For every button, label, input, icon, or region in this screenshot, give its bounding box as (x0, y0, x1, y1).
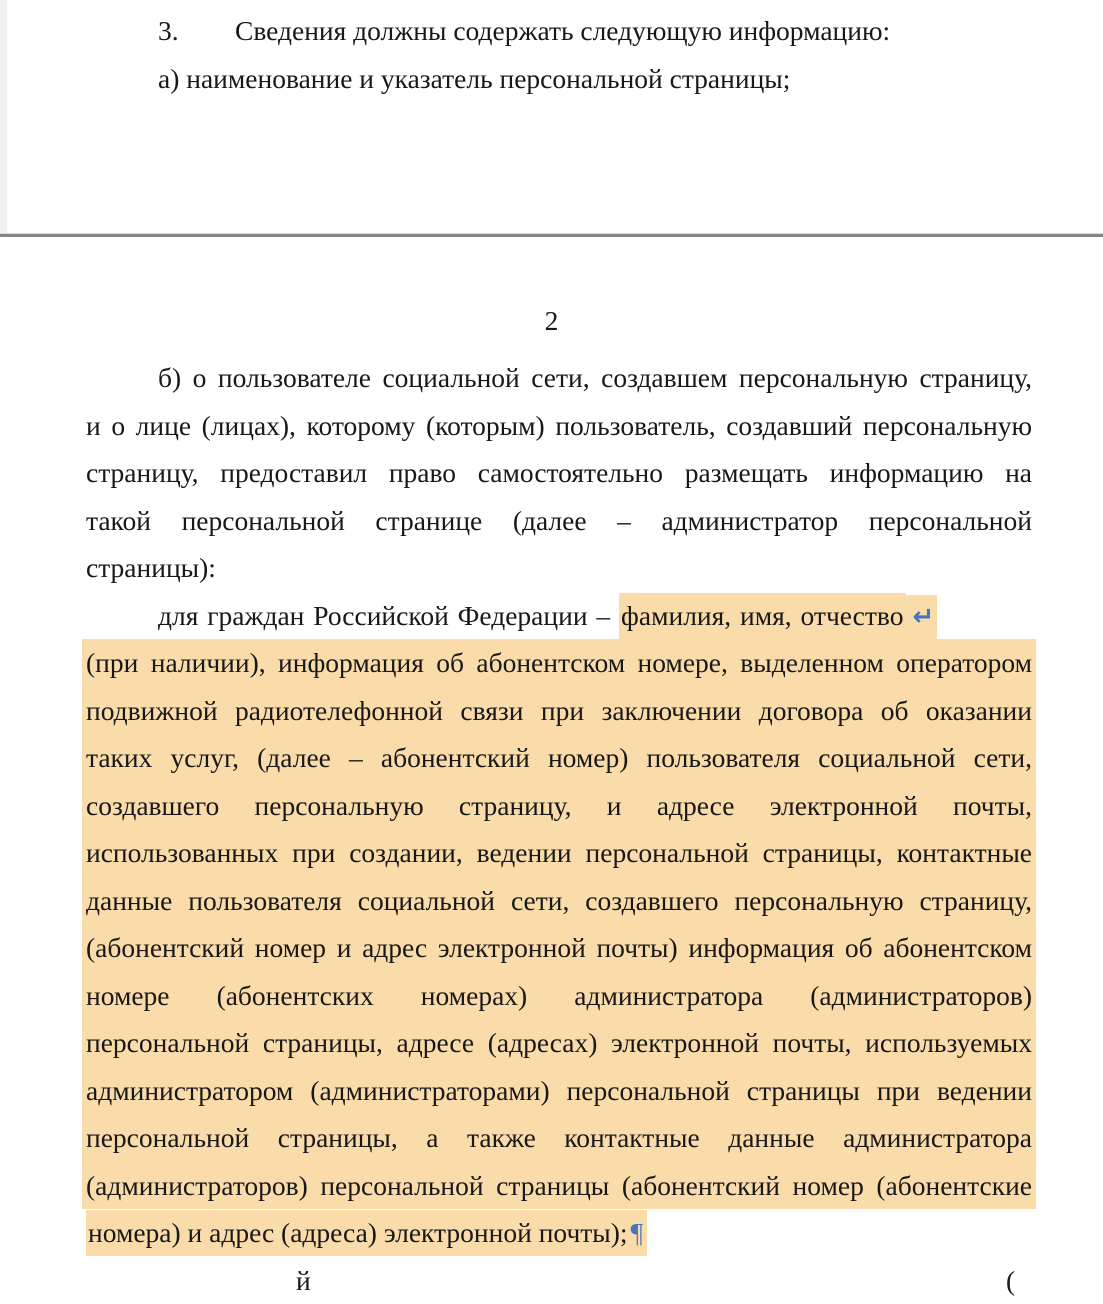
highlighted-text-start: фамилия, имя, отчество (619, 593, 906, 639)
cut-off-glyph-fragment: й (296, 1257, 311, 1304)
para-b-line-text: такой персональной странице (далее – администратор персональной (86, 505, 1032, 536)
highlighted-last-line-text: номера) и адрес (адреса) электронной почты); (86, 1210, 631, 1256)
highlighted-line-text: таких услуг, (далее – абонентский номер) пользователя социальной сети, (86, 742, 1032, 773)
highlighted-line (82, 972, 1036, 1020)
para-citizens-first-line (86, 592, 1032, 640)
para-b-line (86, 497, 1032, 545)
highlighted-line (82, 1114, 1036, 1162)
para-b-line-text: и о лице (лицах), которому (которым) пользователь, создавший персональную (86, 410, 1032, 441)
cut-off-glyph-fragment: ( (1006, 1257, 1015, 1304)
highlighted-line (82, 687, 1036, 735)
highlighted-line-text: номере (абонентских номерах) администратора (администраторов) (86, 980, 1032, 1011)
highlighted-line-text: (администраторов) персональной страницы (абонентский номер (абонентские (86, 1170, 1032, 1201)
highlighted-line (82, 734, 1036, 782)
highlighted-line (82, 782, 1036, 830)
highlighted-line-text: подвижной радиотелефонной связи при заключении договора об оказании (86, 695, 1032, 726)
highlighted-line-text: создавшего персональную страницу, и адресе электронной почты, (86, 790, 1032, 821)
highlighted-line-text: данные пользователя социальной сети, создавшего персональную страницу, (86, 885, 1032, 916)
highlighted-line-text: (абонентский номер и адрес электронной почты) информация об абонентском (86, 932, 1032, 963)
paragraph-item-a (86, 55, 1032, 103)
para-b-line-text: б) о пользователе социальной сети, создавшем персональную страницу, (158, 362, 1032, 393)
paragraph-item-3 (86, 7, 1032, 55)
para-b-line (86, 449, 1032, 497)
highlighted-line-text: персональной страницы, адресе (адресах) электронной почты, используемых (86, 1027, 1032, 1058)
page1-text-block (86, 7, 1032, 102)
page2-text-block (86, 354, 1032, 1304)
highlighted-line (82, 829, 1036, 877)
highlighted-line-text: персональной страницы, а также контактные данные администратора (86, 1122, 1032, 1153)
highlighted-line-text: администратором (администраторами) персональной страницы при ведении (86, 1075, 1032, 1106)
page-edge-strip (0, 0, 7, 234)
para-b-line-text: страницу, предоставил право самостоятельно размещать информацию на (86, 457, 1032, 488)
item-3-number: 3. (158, 7, 235, 55)
highlighted-line (82, 924, 1036, 972)
para-b-line (86, 544, 1032, 592)
para-b-line-text: страницы): (86, 552, 216, 583)
pilcrow-icon: ¶ (631, 1210, 647, 1256)
citizens-lead-text: для граждан Российской Федерации – (158, 600, 619, 631)
highlighted-line-text: использованных при создании, ведении персональной страницы, контактные (86, 837, 1032, 868)
para-b-line (86, 402, 1032, 450)
highlighted-line (82, 1067, 1036, 1115)
para-b-line (86, 354, 1032, 402)
highlighted-line (82, 639, 1036, 687)
highlighted-line (82, 877, 1036, 925)
highlighted-line (82, 1162, 1036, 1210)
page-number: 2 (0, 297, 1103, 345)
highlighted-line-text: (при наличии), информация об абонентском номере, выделенном оператором (86, 647, 1032, 678)
page-break-separator (0, 233, 1103, 237)
highlighted-last-line (86, 1209, 1032, 1257)
cut-off-next-line (86, 1257, 1032, 1304)
line-break-mark-icon: ↵ (906, 595, 937, 640)
highlighted-line (82, 1019, 1036, 1067)
item-a-text: а) наименование и указатель персональной страницы; (158, 63, 790, 94)
item-3-text: Сведения должны содержать следующую информацию: (235, 15, 890, 46)
